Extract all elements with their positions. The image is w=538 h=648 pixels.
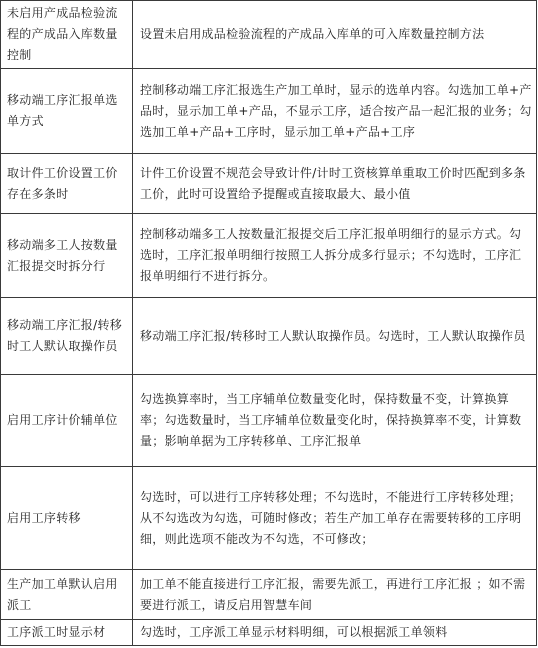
setting-name: 未启用产成品检验流程的产成品入库数量控制 (1, 1, 133, 69)
table-row (1, 1, 537, 69)
table-row (1, 467, 537, 570)
table-row (1, 154, 537, 214)
setting-name: 启用工序转移 (1, 467, 133, 570)
setting-description: 设置未启用成品检验流程的产成品入库单的可入库数量控制方法 (133, 1, 537, 69)
setting-name: 移动端工序汇报/转移时工人默认取操作员 (1, 298, 133, 375)
setting-description: 控制移动端多工人按数量汇报提交后工序汇报单明细行的显示方式。勾选时，工序汇报单明细行按照工人拆分成多行显示；不勾选时，工序汇报单明细行不进行拆分。 (133, 214, 537, 298)
table-row (1, 69, 537, 154)
setting-name: 工序派工时显示材 (1, 620, 133, 646)
setting-description: 控制移动端工序汇报选生产加工单时，显示的选单内容。勾选加工单+产品时，显示加工单+产品，不显示工序，适合按产品一起汇报的业务；勾选加工单+产品+工序时，显示加工单+产品+工序 (133, 69, 537, 154)
setting-name: 移动端多工人按数量汇报提交时拆分行 (1, 214, 133, 298)
setting-name: 移动端工序汇报单选单方式 (1, 69, 133, 154)
setting-description: 勾选换算率时，当工序辅单位数量变化时，保持数量不变，计算换算率；勾选数量时，当工序辅单位数量变化时，保持换算率不变，计算数量；影响单据为工序转移单、工序汇报单 (133, 375, 537, 467)
table-row (1, 620, 537, 646)
setting-description: 加工单不能直接进行工序汇报，需要先派工，再进行工序汇报 ；如不需要进行派工，请反启用智慧车间 (133, 570, 537, 620)
setting-description: 勾选时，可以进行工序转移处理；不勾选时，不能进行工序转移处理；从不勾选改为勾选，可随时修改；若生产加工单存在需要转移的工序明细，则此选项不能改为不勾选，不可修改； (133, 467, 537, 570)
table-row (1, 214, 537, 298)
setting-name: 取计件工价设置工价存在多条时 (1, 154, 133, 214)
setting-description: 移动端工序汇报/转移时工人默认取操作员。勾选时，工人默认取操作员 (133, 298, 537, 375)
table-row (1, 298, 537, 375)
table-row (1, 375, 537, 467)
setting-description: 计件工价设置不规范会导致计件/计时工资核算单重取工价时匹配到多条工价，此时可设置给予提醒或直接取最大、最小值 (133, 154, 537, 214)
table-row (1, 570, 537, 620)
setting-name: 生产加工单默认启用派工 (1, 570, 133, 620)
setting-name: 启用工序计价辅单位 (1, 375, 133, 467)
setting-description: 勾选时，工序派工单显示材料明细，可以根据派工单领料 (133, 620, 537, 646)
